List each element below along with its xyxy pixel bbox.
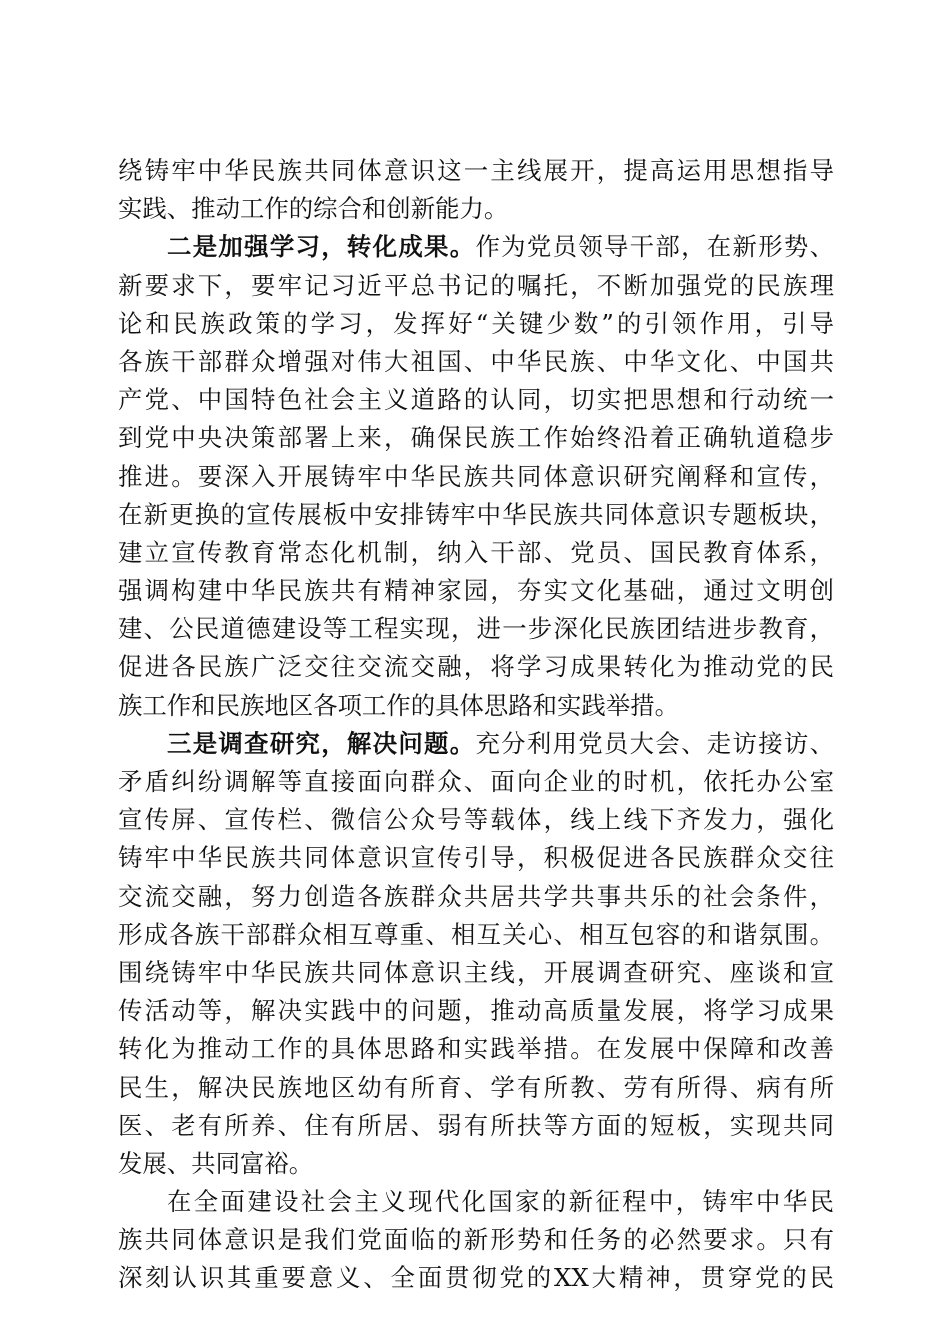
line-text: 族工作和民族地区各项工作的具体思路和实践举措。 <box>118 690 679 720</box>
line-text: 传活动等，解决实践中的问题，推动高质量发展，将学习成果 <box>118 996 834 1026</box>
document-body <box>118 152 834 1298</box>
text-line <box>118 1145 834 1183</box>
line-text: 深刻认识其重要意义、全面贯彻党的XX大精神，贯穿党的民 <box>118 1263 834 1293</box>
line-text: 围绕铸牢中华民族共同体意识主线，开展调查研究、座谈和宣 <box>118 957 834 987</box>
line-text: 绕铸牢中华民族共同体意识这一主线展开，提高运用思想指导 <box>118 156 834 185</box>
line-text: 强调构建中华民族共有精神家园，夯实文化基础，通过文明创 <box>118 576 834 606</box>
text-line <box>118 878 834 916</box>
text-line <box>118 839 834 877</box>
text-line <box>118 267 834 305</box>
text-line <box>118 496 834 534</box>
text-line <box>118 1030 834 1068</box>
text-line <box>118 992 834 1030</box>
line-text: 新要求下，要牢记习近平总书记的嘱托，不断加强党的民族理 <box>118 270 834 300</box>
text-line <box>118 1069 834 1107</box>
text-line <box>118 1107 834 1145</box>
text-line <box>118 648 834 686</box>
text-line <box>118 152 834 190</box>
line-text: 发展、共同富裕。 <box>118 1148 314 1178</box>
line-text: 宣传屏、宣传栏、微信公众号等载体，线上线下齐发力，强化 <box>118 805 834 835</box>
text-line <box>118 419 834 457</box>
text-line <box>118 1221 834 1259</box>
text-line <box>118 572 834 610</box>
text-line <box>118 534 834 572</box>
text-line <box>118 916 834 954</box>
text-line <box>118 954 834 992</box>
text-line <box>118 458 834 496</box>
line-text: 形成各族干部群众相互尊重、相互关心、相互包容的和谐氛围。 <box>118 919 834 949</box>
text-line <box>118 801 834 839</box>
line-text: 铸牢中华民族共同体意识宣传引导，积极促进各民族群众交往 <box>118 843 834 873</box>
line-text: 在新更换的宣传展板中安排铸牢中华民族共同体意识专题板块， <box>118 499 834 529</box>
line-text: 充分利用党员大会、走访接访、 <box>475 728 834 758</box>
line-text: 论和民族政策的学习，发挥好“关键少数”的引领作用，引导 <box>118 308 834 338</box>
line-text: 实践、推动工作的综合和创新能力。 <box>118 194 509 224</box>
paragraph-heading-line <box>118 725 834 763</box>
line-text: 建立宣传教育常态化机制，纳入干部、党员、国民教育体系， <box>118 537 834 567</box>
line-text: 各族干部群众增强对伟大祖国、中华民族、中华文化、中国共 <box>118 346 834 376</box>
paragraph-heading: 三是调查研究，解决问题。 <box>167 728 476 758</box>
line-text: 推进。要深入开展铸牢中华民族共同体意识研究阐释和宣传， <box>118 461 834 491</box>
text-line <box>118 610 834 648</box>
text-line <box>118 763 834 801</box>
text-line <box>118 305 834 343</box>
text-line <box>118 1183 834 1221</box>
line-text: 族共同体意识是我们党面临的新形势和任务的必然要求。只有 <box>118 1225 834 1255</box>
line-text: 转化为推动工作的具体思路和实践举措。在发展中保障和改善 <box>118 1034 834 1064</box>
line-text: 在全面建设社会主义现代化国家的新征程中，铸牢中华民 <box>167 1187 834 1217</box>
text-line <box>118 687 834 725</box>
text-line <box>118 381 834 419</box>
line-text: 作为党员领导干部，在新形势、 <box>475 232 834 262</box>
paragraph-heading: 二是加强学习，转化成果。 <box>167 232 476 262</box>
text-line <box>118 190 834 228</box>
line-text: 医、老有所养、住有所居、弱有所扶等方面的短板，实现共同 <box>118 1110 834 1140</box>
line-text: 交流交融，努力创造各族群众共居共学共事共乐的社会条件， <box>118 881 834 911</box>
line-text: 产党、中国特色社会主义道路的认同，切实把思想和行动统一 <box>118 385 834 415</box>
line-text: 促进各民族广泛交往交流交融，将学习成果转化为推动党的民 <box>118 652 834 682</box>
text-line <box>118 343 834 381</box>
text-line <box>118 1259 834 1297</box>
paragraph-heading-line <box>118 228 834 266</box>
line-text: 建、公民道德建设等工程实现，进一步深化民族团结进步教育， <box>118 614 834 644</box>
line-text: 到党中央决策部署上来，确保民族工作始终沿着正确轨道稳步 <box>118 423 834 453</box>
line-text: 矛盾纠纷调解等直接面向群众、面向企业的时机，依托办公室 <box>118 767 834 796</box>
line-text: 民生，解决民族地区幼有所育、学有所教、劳有所得、病有所 <box>118 1072 834 1102</box>
